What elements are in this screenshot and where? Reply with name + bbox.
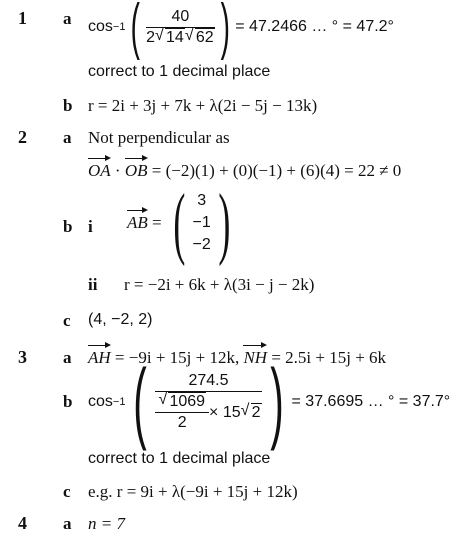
sqrt-icon [155, 29, 185, 47]
part-4a-label: a [63, 514, 72, 533]
question-number-4: 4 [18, 513, 27, 533]
q2a-dot-product [88, 161, 401, 181]
part-2c-label: c [63, 311, 71, 330]
vector-ab: AB [127, 213, 148, 232]
vector-oa: OA [88, 161, 111, 180]
times-term: × 15 [209, 403, 241, 421]
inverse-superscript: −1 [112, 396, 126, 408]
equals-sign: = [147, 213, 166, 232]
q1a-note: correct to 1 decimal place [88, 63, 271, 80]
column-entry: −2 [192, 236, 211, 253]
coefficient: 2 [146, 28, 156, 46]
q2bii-equation: r = −2i + 6k + λ(3i − j − 2k) [124, 275, 315, 294]
q3c-equation: e.g. r = 9i + λ(−9i + 15j + 12k) [88, 482, 298, 501]
question-number-2: 2 [18, 127, 27, 147]
question-number-1: 1 [18, 8, 27, 28]
denominator [146, 28, 215, 47]
right-paren-icon: ) [218, 179, 231, 267]
column-entry: 3 [197, 192, 207, 209]
q1a-expression [88, 0, 394, 61]
q3b-note: correct to 1 decimal place [88, 450, 271, 467]
inner-numerator [155, 393, 209, 413]
part-3b-label: b [63, 392, 73, 411]
q1b-equation: r = 2i + 3j + 7k + λ(2i − 5j − 13k) [88, 96, 318, 115]
numerator: 274.5 [155, 372, 261, 392]
q3b-fraction [155, 372, 261, 432]
part-2bi-label: i [88, 217, 93, 236]
radicand: 1069 [169, 393, 206, 410]
left-paren-icon: ( [173, 179, 186, 267]
left-paren-icon: ( [133, 352, 148, 452]
inner-fraction [155, 393, 209, 432]
question-number-3: 3 [18, 347, 27, 367]
part-2b-label: b [63, 217, 73, 236]
numerator: 40 [146, 8, 215, 28]
inner-denominator: 2 [177, 414, 187, 431]
column-entry: −1 [192, 214, 211, 231]
inverse-superscript: −1 [112, 21, 126, 33]
right-paren-icon: ) [269, 352, 284, 452]
dot-product-rest: = (−2)(1) + (0)(−1) + (6)(4) = 22 ≠ 0 [151, 161, 402, 180]
sqrt-icon [158, 393, 206, 411]
left-paren-icon: ( [131, 0, 141, 61]
cos-label: cos [88, 393, 113, 410]
part-2bii-label: ii [88, 275, 98, 294]
q2a-text: Not perpendicular as [88, 128, 230, 147]
radicand: 2 [251, 403, 261, 421]
dot-operator: · [114, 161, 125, 180]
ah-value: = −9i + 15j + 12k, [114, 348, 240, 367]
vector-ob: OB [124, 161, 148, 180]
column-vector [193, 190, 211, 256]
denominator [155, 392, 261, 432]
part-1a-label: a [63, 9, 72, 28]
sqrt-icon [185, 29, 215, 47]
sqrt-icon [241, 404, 262, 422]
q2bi-expression [127, 179, 237, 267]
part-2a-label: a [63, 128, 72, 147]
part-1b-label: b [63, 96, 73, 115]
q3b-result: = 37.6695 … ° = 37.7° [291, 393, 451, 410]
q1a-fraction [146, 8, 215, 47]
q4a-equation: n = 7 [88, 514, 125, 533]
nh-value: = 2.5i + 15j + 6k [271, 348, 387, 367]
q2c-answer: (4, −2, 2) [88, 311, 153, 328]
vector-nh: NH [243, 348, 268, 367]
q1a-result: = 47.2466 … ° = 47.2° [235, 18, 394, 35]
cos-label: cos [88, 18, 113, 35]
part-3c-label: c [63, 482, 71, 501]
radicand-1: 14 [166, 28, 184, 46]
radicand-2: 62 [195, 28, 214, 46]
vector-ah: AH [88, 348, 111, 367]
right-paren-icon: ) [220, 0, 230, 61]
part-3a-label: a [63, 348, 72, 367]
